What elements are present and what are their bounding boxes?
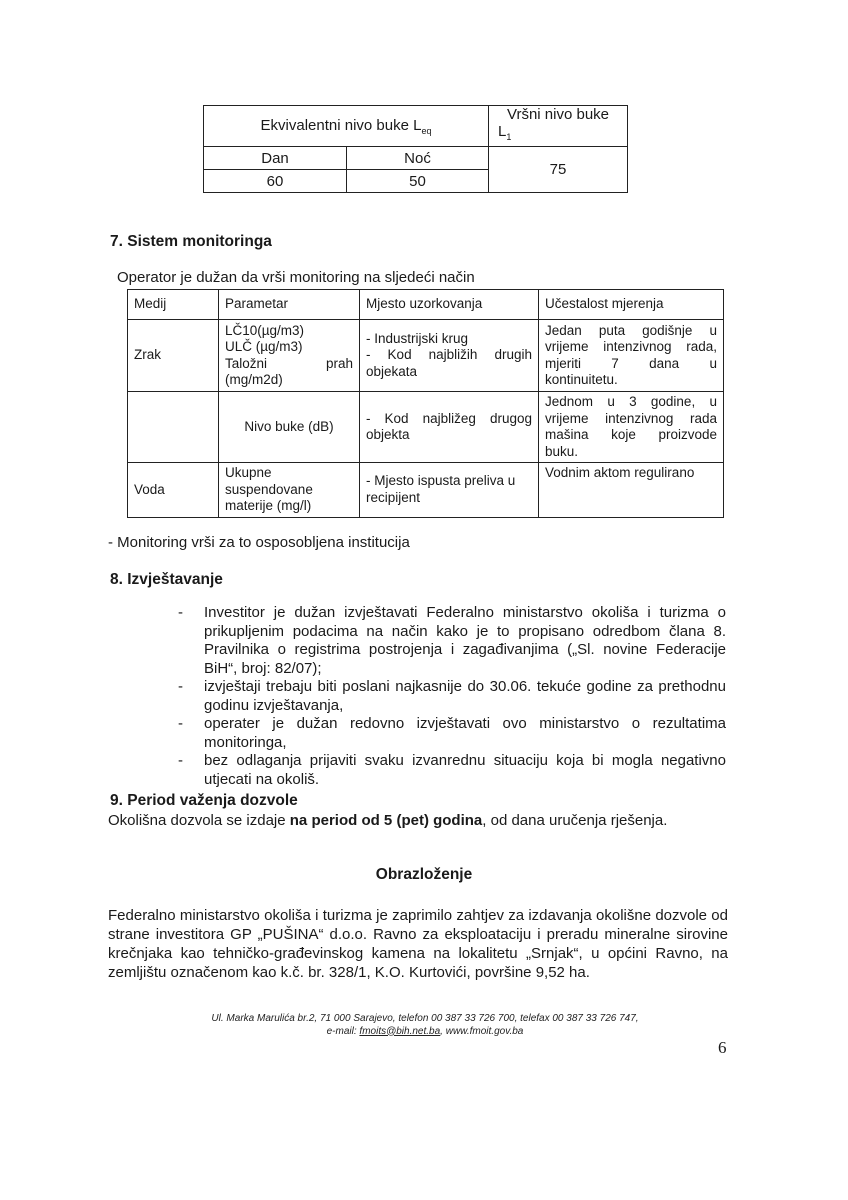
frequency-line: buku.: [545, 443, 579, 459]
list-item: - bez odlaganja prijaviti svaku izvanrednu situaciju koja bi mogla negativno utjecati na okoliš.: [178, 752, 726, 788]
frequency-line: vrijeme intenzivnog rada: [545, 410, 717, 426]
parameter-line: ULČ (µg/m3): [225, 339, 303, 354]
night-value: 50: [347, 170, 489, 193]
night-label: Noć: [347, 147, 489, 170]
frequency-cell: [539, 320, 724, 392]
location-line: - Mjesto ispusta preliva u: [366, 473, 516, 489]
frequency-line: mašina koje proizvode: [545, 427, 717, 442]
medium-cell: [128, 392, 219, 463]
frequency-cell: [539, 463, 724, 518]
list-item: - Investitor je dužan izvještavati Federalno ministarstvo okoliša i turizma o prikupljenim podacima na način kako je to propisano odredbom člana 8. Pravilnika o registrima postrojenja i zagađivanjima („Sl. novine Federacije BiH“, broj: 82/07);: [178, 604, 726, 677]
email-link[interactable]: fmoits@bih.net.ba: [359, 1025, 441, 1037]
header-sampling-location: Mjesto uzorkovanja: [360, 290, 539, 320]
monitoring-note: - Monitoring vrši za to osposobljena institucija: [108, 534, 410, 551]
monitoring-table: [127, 289, 724, 518]
noise-level-table: [203, 105, 628, 193]
table-row: [128, 463, 724, 518]
frequency-line: kontinuitetu.: [545, 372, 618, 387]
header-parameter: Parametar: [219, 290, 360, 320]
parameter-line: Ukupne: [225, 465, 272, 480]
parameter-line: (mg/m2d): [225, 372, 283, 387]
list-item: - operater je dužan redovno izvještavati ovo ministarstvo o rezultatima monitoringa,: [178, 715, 726, 751]
parameter-line: materije (mg/l): [225, 498, 312, 513]
day-value: 60: [204, 170, 347, 193]
section-8-heading: 8. Izvještavanje: [110, 571, 223, 588]
medium-cell: Zrak: [128, 320, 219, 392]
frequency-line: Jednom u 3 godine, u: [545, 394, 717, 409]
page-footer: [150, 1013, 700, 1038]
footer-contact: e-mail: fmoits@bih.net.ba, www.fmoit.gov.ba: [326, 1025, 524, 1037]
header-medium: Medij: [128, 290, 219, 320]
location-line: - Industrijski krug: [366, 330, 469, 346]
peak-noise-header: Vršni nivo buke $L_1$: [489, 106, 628, 147]
location-line: objekta: [366, 427, 410, 442]
parameter-cell: [219, 320, 360, 392]
equivalent-noise-header: Ekvivalentni nivo buke $L_{eq}$: [204, 106, 489, 147]
location-cell: [360, 463, 539, 518]
day-label: Dan: [204, 147, 347, 170]
parameter-cell: [219, 463, 360, 518]
validity-text: Okolišna dozvola se izdaje na period od 5 (pet) godina, od dana uručenja rješenja.: [108, 812, 668, 829]
justification-paragraph: Federalno ministarstvo okoliša i turizma je zaprimilo zahtjev za izdavanja okolišne dozvole od strane investitora GP „PUŠINA“ d.o.o. Ravno za eksploataciju i preradu mineralne sirovine krečnjaka kao tehničko-građevinskog kamena na lokalitetu „Srnjak“, u općini Ravno, na zemljištu označenom kao k.č. br. 328/1, K.O. Kurtovići, površine 9,52 ha.: [108, 907, 728, 981]
parameter-line: Nivo buke (dB): [244, 418, 334, 434]
header-frequency: Učestalost mjerenja: [539, 290, 724, 320]
location-cell: [360, 392, 539, 463]
parameter-line: suspendovane: [225, 481, 313, 497]
location-line: recipijent: [366, 489, 421, 505]
location-line: - Kod najbližih drugih: [366, 347, 532, 363]
section-7-heading: 7. Sistem monitoringa: [110, 233, 272, 250]
peak-noise-value: 75: [489, 147, 628, 193]
table-row: [128, 392, 724, 463]
monitoring-intro: Operator je dužan da vrši monitoring na sljedeći način: [117, 269, 475, 286]
frequency-line: Vodnim aktom regulirano: [545, 465, 695, 480]
parameter-line: Taložni prah: [225, 355, 353, 371]
location-cell: [360, 320, 539, 392]
footer-address: Ul. Marka Marulića br.2, 71 000 Sarajevo, telefon 00 387 33 726 700, telefax 00 387 33 726 747,: [211, 1013, 639, 1024]
frequency-cell: [539, 392, 724, 463]
location-line: objekata: [366, 363, 418, 379]
frequency-line: vrijeme intenzivnog rada,: [545, 339, 717, 354]
medium-cell: Voda: [128, 463, 219, 518]
parameter-cell: [219, 392, 360, 463]
location-line: - Kod najbližeg drugog: [366, 410, 532, 426]
justification-heading: Obrazloženje: [375, 866, 473, 883]
table-row: [128, 320, 724, 392]
parameter-line: LČ10(µg/m3): [225, 322, 305, 338]
page-number: 6: [718, 1038, 727, 1057]
list-item: - izvještaji trebaju biti poslani najkasnije do 30.06. tekuće godine za prethodnu godinu izvještavanja,: [178, 678, 726, 714]
frequency-line: mjeriti 7 dana u: [545, 355, 717, 371]
frequency-line: Jedan puta godišnje u: [545, 322, 717, 338]
reporting-list: [178, 604, 726, 789]
section-9-heading: 9. Period važenja dozvole: [110, 792, 298, 809]
